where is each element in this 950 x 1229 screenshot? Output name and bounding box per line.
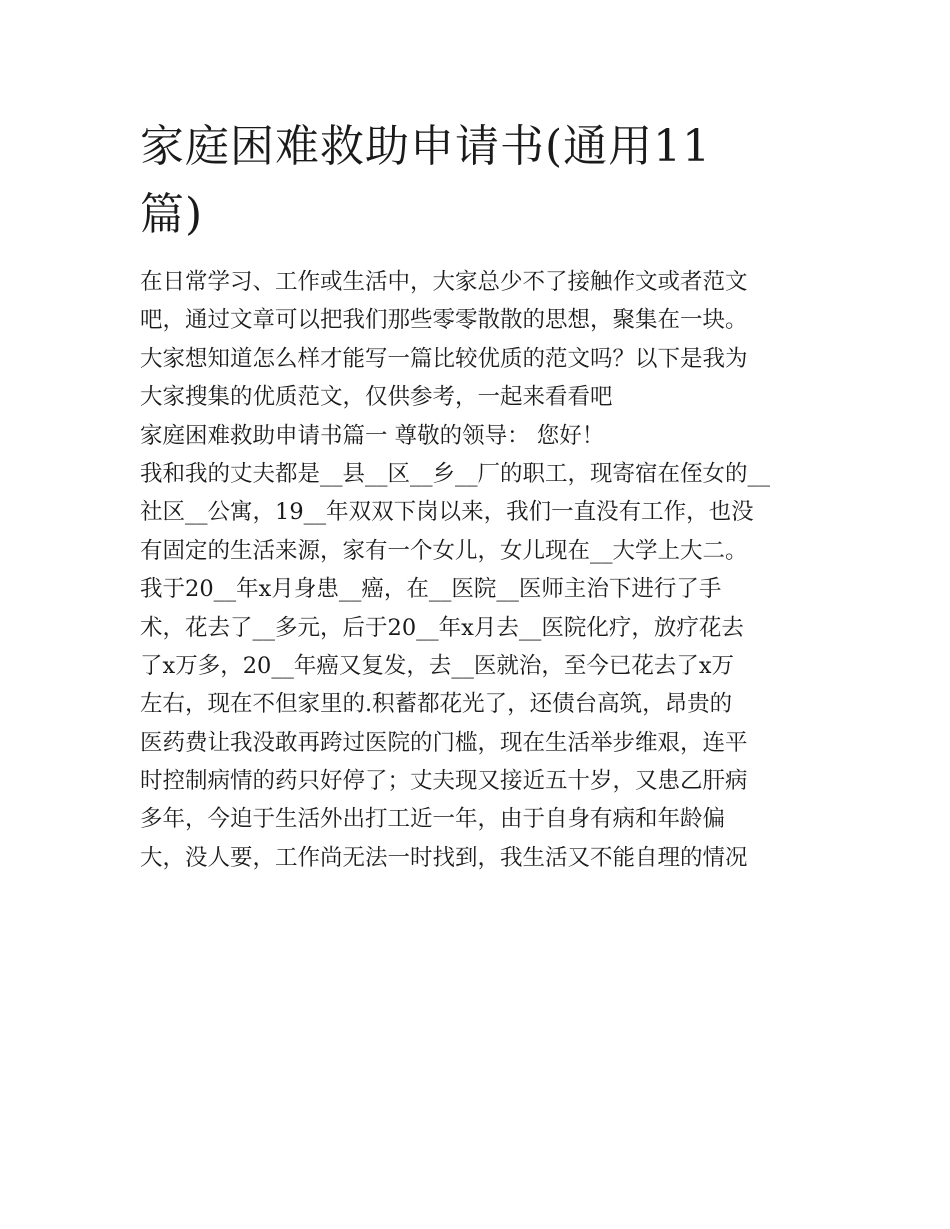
body-line: 大家搜集的优质范文，仅供参考，一起来看看吧 xyxy=(140,384,613,411)
title-line: 篇) xyxy=(140,189,204,240)
document-content xyxy=(140,113,820,877)
body-line: 医药费让我没敢再跨过医院的门槛，现在生活举步维艰，连平 xyxy=(140,729,748,756)
body-line: 社区__公寓，19__年双双下岗以来，我们一直没有工作，也没 xyxy=(140,499,754,526)
body-line: 有固定的生活来源，家有一个女儿，女儿现在__大学上大二。 xyxy=(140,537,748,564)
body-line: 在日常学习、工作或生活中，大家总少不了接触作文或者范文 xyxy=(140,269,748,295)
body-line: 时控制病情的药只好停了；丈夫现又接近五十岁，又患乙肝病 xyxy=(140,768,748,795)
body-line: 我于20__年x月身患__癌，在__医院__医师主治下进行了手 xyxy=(140,576,722,603)
document-body xyxy=(140,263,820,877)
body-line: 大，没人要，工作尚无法一时找到，我生活又不能自理的情况 xyxy=(140,844,748,871)
body-line: 左右，现在不但家里的.积蓄都花光了，还债台高筑，昂贵的 xyxy=(140,691,733,718)
body-line: 多年，今迫于生活外出打工近一年，由于自身有病和年龄偏 xyxy=(140,806,726,833)
body-line: 我和我的丈夫都是__县__区__乡__厂的职工，现寄宿在侄女的__ xyxy=(140,460,771,487)
title-line: 家庭困难救助申请书(通用11 xyxy=(140,121,712,172)
document-title xyxy=(140,113,820,249)
body-line: 了x万多，20__年癌又复发，去__医就治，至今已花去了x万 xyxy=(140,652,735,679)
body-line: 大家想知道怎么样才能写一篇比较优质的范文吗？以下是我为 xyxy=(140,345,748,372)
body-line: 吧，通过文章可以把我们那些零零散散的思想，聚集在一块。 xyxy=(140,307,748,334)
body-line: 家庭困难救助申请书篇一 尊敬的领导： 您好！ xyxy=(140,422,605,449)
body-line: 术，花去了__多元，后于20__年x月去__医院化疗，放疗花去 xyxy=(140,614,744,641)
